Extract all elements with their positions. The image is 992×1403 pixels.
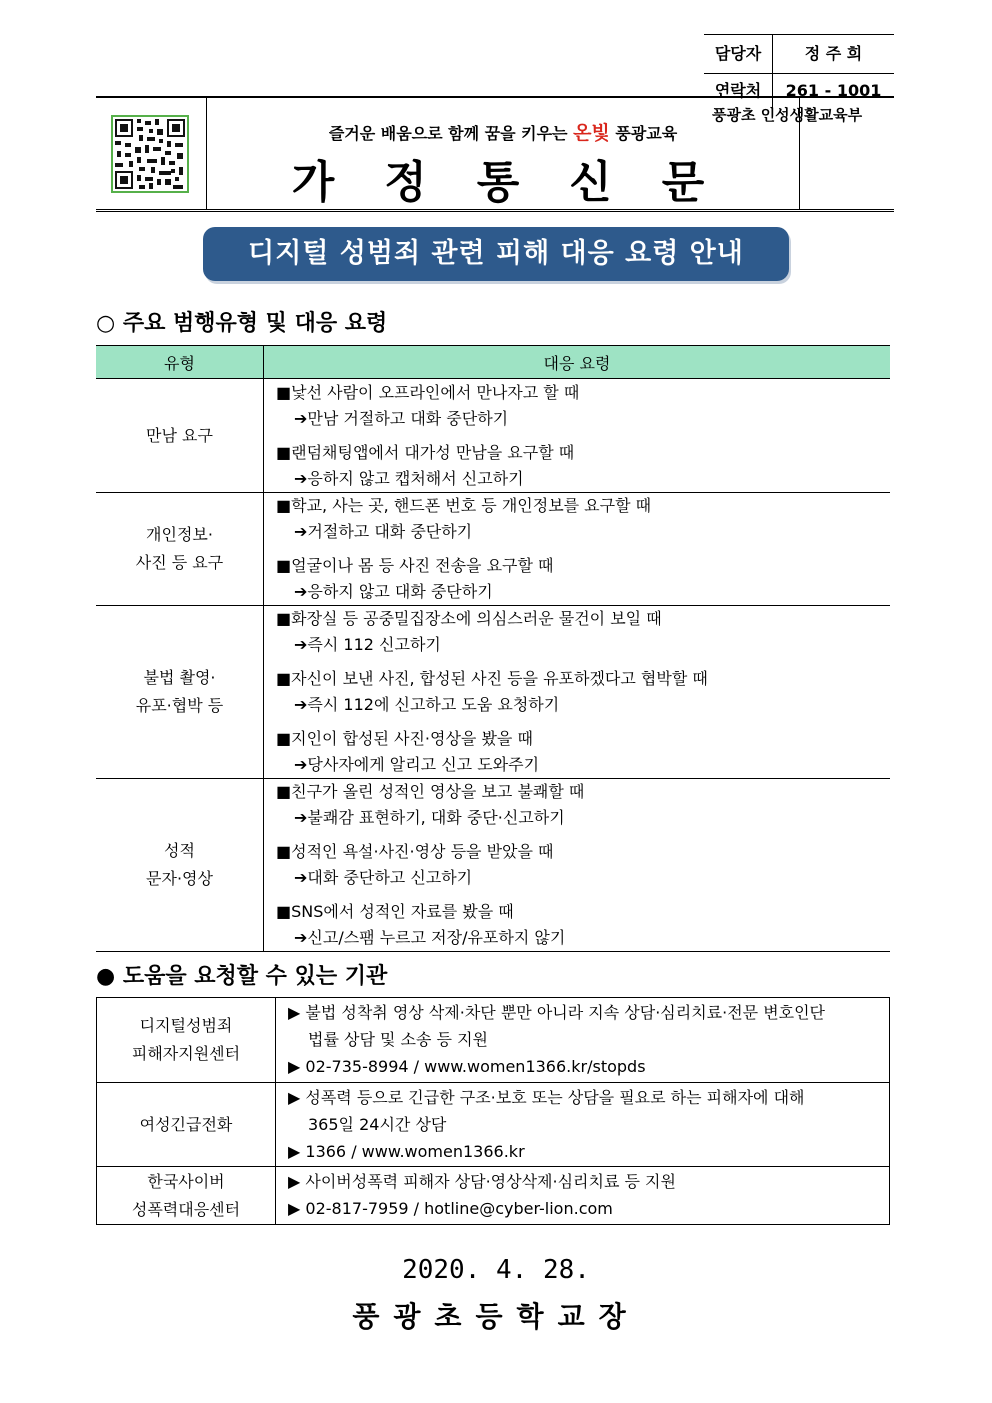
col-type-header: 유형 — [96, 346, 264, 379]
type-label: 유포·협박 등 — [135, 696, 224, 715]
list-item — [264, 899, 890, 951]
agency-name: 디지털성범죄 — [139, 1016, 233, 1035]
issuer-signature: 풍광초등학교장 — [352, 1300, 640, 1333]
table-row — [96, 379, 890, 493]
situation-text: ■학교, 사는 곳, 핸드폰 번호 등 개인정보를 요구할 때 — [276, 496, 652, 515]
issue-date: 2020. 4. 28. — [402, 1255, 590, 1285]
list-item — [264, 606, 890, 658]
agency-name: 성폭력대응센터 — [131, 1199, 241, 1219]
agency-detail-cell — [276, 998, 890, 1083]
type-label: 사진 등 요구 — [135, 553, 224, 572]
list-item — [264, 379, 890, 432]
table-row — [96, 493, 890, 606]
response-text: ➔만남 거절하고 대화 중단하기 — [294, 409, 509, 428]
notice-title-banner: 디지털 성범죄 관련 피해 대응 요령 안내 — [203, 227, 789, 281]
response-text: ➔대화 중단하고 신고하기 — [294, 868, 473, 887]
response-text: ➔즉시 112 신고하기 — [294, 635, 441, 654]
situation-text: ■낯선 사람이 오프라인에서 만나자고 할 때 — [276, 383, 580, 402]
agency-description: ▶ 불법 성착취 영상 삭제·차단 뿐만 아니라 지속 상담·심리치료·전문 변호인단 — [288, 1003, 826, 1022]
response-cell — [264, 379, 891, 493]
response-text: ➔불쾌감 표현하기, 대화 중단·신고하기 — [294, 808, 565, 827]
table-header-row — [96, 346, 890, 379]
list-item — [264, 440, 890, 492]
type-label: 만남 요구 — [146, 425, 213, 445]
agency-contact[interactable]: ▶ 1366 / www.women1366.kr — [288, 1142, 525, 1161]
table-row — [97, 998, 890, 1083]
col-response-header: 대응 요령 — [264, 346, 891, 379]
phone-row — [704, 72, 894, 110]
phone-label: 연락처 — [704, 72, 773, 110]
type-label: 성적 — [164, 841, 195, 860]
table-row — [97, 1083, 890, 1167]
situation-text: ■성적인 욕설·사진·영상 등을 받았을 때 — [276, 842, 554, 861]
type-cell — [96, 779, 264, 952]
response-guide-table — [96, 345, 890, 952]
agency-description: 법률 상담 및 소송 등 지원 — [308, 1030, 488, 1049]
agency-description: 365일 24시간 상담 — [308, 1115, 447, 1134]
table-row — [96, 606, 890, 779]
type-cell — [96, 379, 264, 493]
phone-value: 261 - 1001 — [785, 81, 882, 100]
agency-description: ▶ 성폭력 등으로 긴급한 구조·보호 또는 상담을 필요로 하는 피해자에 대해 — [288, 1088, 805, 1107]
section2-heading: ● 도움을 요청할 수 있는 기관 — [96, 964, 388, 989]
agency-name-cell — [97, 1083, 276, 1167]
response-text: ➔거절하고 대화 중단하기 — [294, 522, 473, 541]
response-text: ➔응하지 않고 대화 중단하기 — [294, 582, 493, 601]
type-cell — [96, 493, 264, 606]
agency-name: 피해자지원센터 — [131, 1044, 241, 1063]
type-label: 문자·영상 — [146, 869, 213, 888]
table-row — [97, 1167, 890, 1225]
situation-text: ■얼굴이나 몸 등 사진 전송을 요구할 때 — [276, 556, 554, 575]
response-cell — [264, 779, 891, 952]
agency-name-cell — [97, 1167, 276, 1225]
slogan — [207, 118, 799, 145]
contact-person-row — [704, 34, 894, 74]
agency-description: ▶ 사이버성폭력 피해자 상담·영상삭제·심리치료 등 지원 — [288, 1172, 676, 1191]
situation-text: ■자신이 보낸 사진, 합성된 사진 등을 유포하겠다고 협박할 때 — [276, 669, 708, 688]
agency-name-cell — [97, 998, 276, 1083]
type-cell — [96, 606, 264, 779]
qr-area — [96, 98, 207, 209]
agency-detail-cell — [276, 1083, 890, 1167]
situation-text: ■지인이 합성된 사진·영상을 봤을 때 — [276, 729, 533, 748]
type-label: 불법 촬영· — [143, 668, 216, 687]
response-text: ➔즉시 112에 신고하고 도움 요청하기 — [294, 695, 560, 714]
agency-detail-cell — [276, 1167, 890, 1225]
response-text: ➔당사자에게 알리고 신고 도와주기 — [294, 755, 540, 774]
slogan-brand: 온빛 — [573, 122, 610, 144]
agency-contact[interactable]: ▶ 02-817-7959 / hotline@cyber-lion.com — [288, 1199, 613, 1218]
response-cell — [264, 493, 891, 606]
qr-code-icon[interactable] — [111, 115, 189, 193]
slogan-post: 풍광교육 — [615, 124, 678, 143]
situation-text: ■화장실 등 공중밀집장소에 의심스러운 물건이 보일 때 — [276, 609, 662, 628]
list-item — [264, 726, 890, 778]
support-agency-table — [96, 997, 890, 1225]
table-row — [96, 779, 890, 952]
agency-contact[interactable]: ▶ 02-735-8994 / www.women1366.kr/stopds — [288, 1057, 646, 1076]
list-item — [264, 493, 890, 545]
situation-text: ■친구가 올린 성적인 영상을 보고 불쾌할 때 — [276, 782, 585, 801]
situation-text: ■랜덤채팅앱에서 대가성 만남을 요구할 때 — [276, 443, 575, 462]
response-text: ➔신고/스팸 누르고 저장/유포하지 않기 — [294, 928, 566, 947]
agency-name: 한국사이버 — [147, 1171, 225, 1191]
document-type-title: 가정통신문 — [291, 157, 755, 208]
response-cell — [264, 606, 891, 779]
list-item — [264, 666, 890, 718]
response-text: ➔응하지 않고 캡처해서 신고하기 — [294, 469, 524, 488]
contact-person-label: 담당자 — [704, 35, 773, 73]
contact-person-value: 정 주 희 — [804, 44, 863, 63]
list-item — [264, 779, 890, 831]
list-item — [264, 553, 890, 605]
department: 풍광초 인성생활교육부 — [712, 106, 863, 124]
slogan-pre: 즐거운 배움으로 함께 꿈을 키우는 — [328, 124, 568, 143]
agency-name: 여성긴급전화 — [139, 1114, 233, 1134]
situation-text: ■SNS에서 성적인 자료를 봤을 때 — [276, 902, 514, 921]
section1-heading: ○ 주요 범행유형 및 대응 요령 — [96, 311, 388, 336]
list-item — [264, 839, 890, 891]
type-label: 개인정보· — [146, 525, 213, 544]
